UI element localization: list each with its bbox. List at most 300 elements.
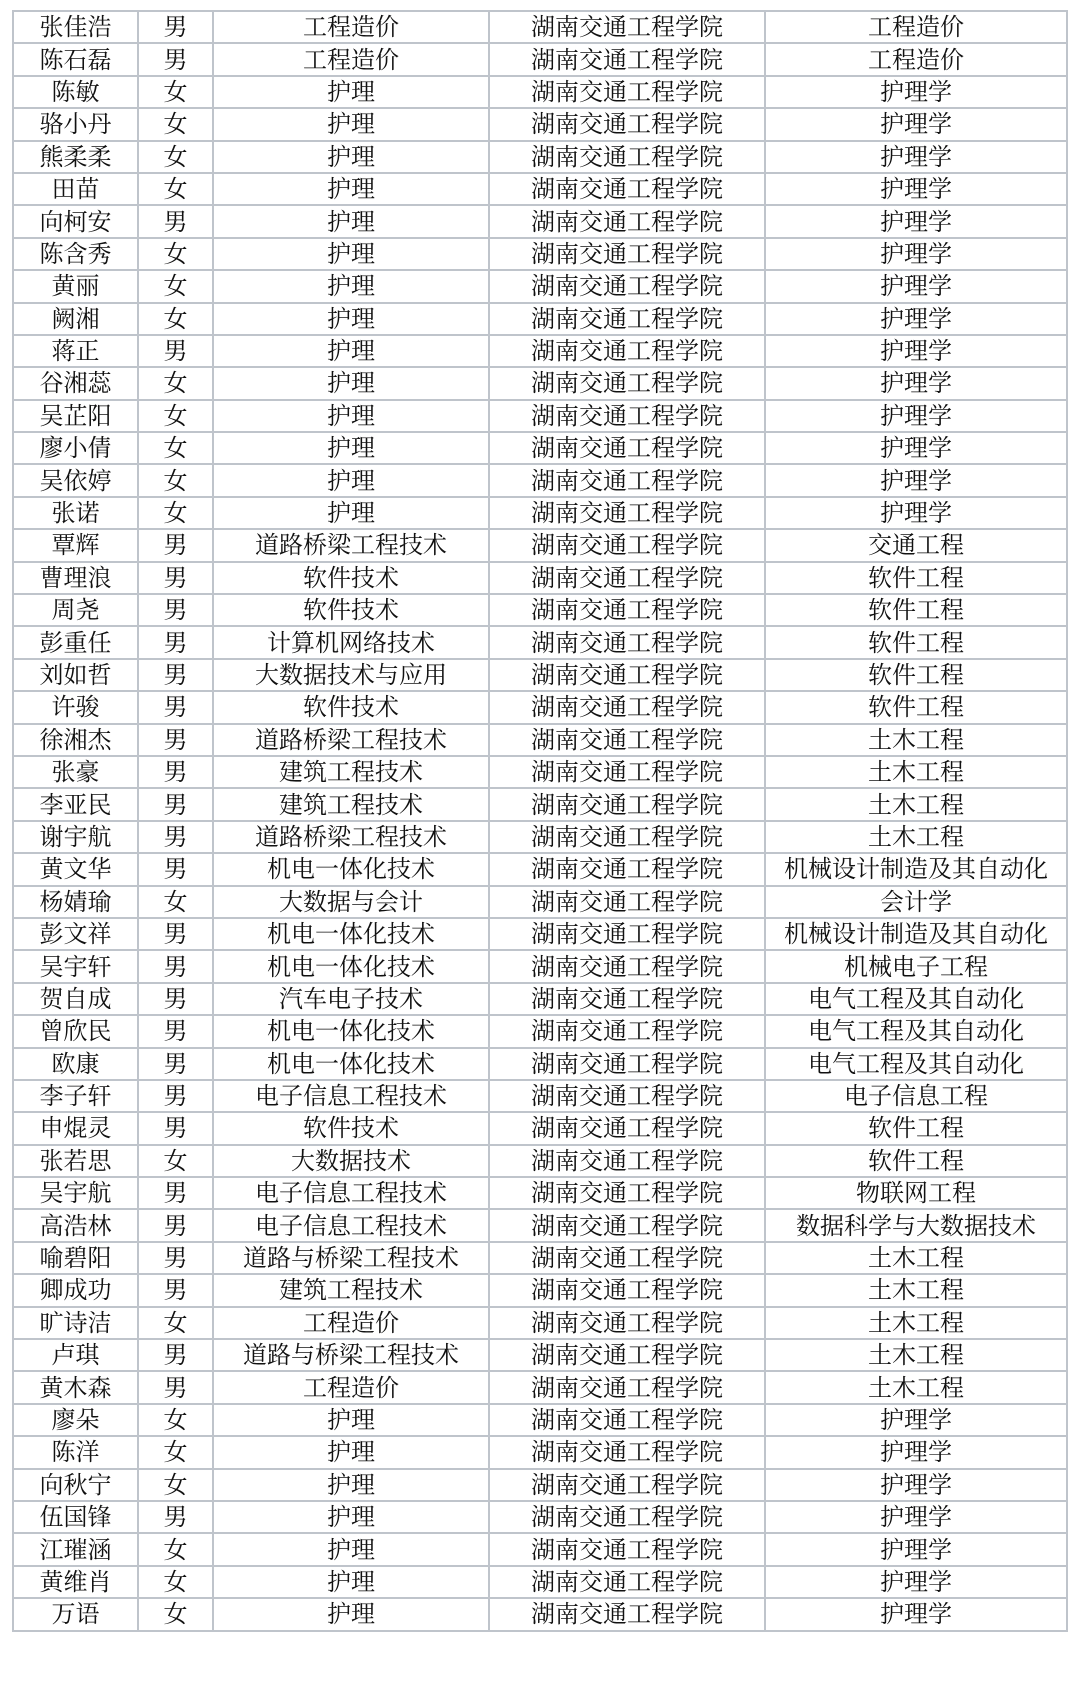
- student-name-cell: 万语: [13, 1598, 138, 1630]
- student-name-cell: 廖小倩: [13, 432, 138, 464]
- gender-cell: 男: [138, 43, 213, 75]
- target-major-cell: 护理学: [765, 464, 1067, 496]
- target-major-cell: 物联网工程: [765, 1177, 1067, 1209]
- table-row: [13, 108, 1067, 140]
- target-major-cell: 机械设计制造及其自动化: [765, 918, 1067, 950]
- target-major-cell: 会计学: [765, 886, 1067, 918]
- table-row: [13, 43, 1067, 75]
- current-major-cell: 护理: [213, 1404, 489, 1436]
- target-major-cell: 机械电子工程: [765, 950, 1067, 982]
- table-row: [13, 367, 1067, 399]
- school-cell: 湖南交通工程学院: [489, 983, 765, 1015]
- school-cell: 湖南交通工程学院: [489, 43, 765, 75]
- school-cell: 湖南交通工程学院: [489, 464, 765, 496]
- gender-cell: 女: [138, 432, 213, 464]
- current-major-cell: 软件技术: [213, 691, 489, 723]
- gender-cell: 女: [138, 238, 213, 270]
- table-row: [13, 1274, 1067, 1306]
- current-major-cell: 护理: [213, 1598, 489, 1630]
- table-row: [13, 529, 1067, 561]
- table-row: [13, 303, 1067, 335]
- table-row: [13, 691, 1067, 723]
- table-row: [13, 1015, 1067, 1047]
- current-major-cell: 大数据与会计: [213, 886, 489, 918]
- school-cell: 湖南交通工程学院: [489, 1566, 765, 1598]
- student-name-cell: 吴依婷: [13, 464, 138, 496]
- school-cell: 湖南交通工程学院: [489, 1404, 765, 1436]
- current-major-cell: 道路桥梁工程技术: [213, 529, 489, 561]
- gender-cell: 男: [138, 1501, 213, 1533]
- gender-cell: 女: [138, 497, 213, 529]
- student-name-cell: 廖朵: [13, 1404, 138, 1436]
- target-major-cell: 软件工程: [765, 691, 1067, 723]
- gender-cell: 男: [138, 1274, 213, 1306]
- target-major-cell: 软件工程: [765, 626, 1067, 658]
- gender-cell: 男: [138, 724, 213, 756]
- student-name-cell: 吴宇航: [13, 1177, 138, 1209]
- target-major-cell: 电气工程及其自动化: [765, 1015, 1067, 1047]
- current-major-cell: 护理: [213, 432, 489, 464]
- table-row: [13, 756, 1067, 788]
- current-major-cell: 护理: [213, 108, 489, 140]
- gender-cell: 女: [138, 400, 213, 432]
- target-major-cell: 护理学: [765, 1436, 1067, 1468]
- current-major-cell: 电子信息工程技术: [213, 1177, 489, 1209]
- gender-cell: 女: [138, 270, 213, 302]
- student-name-cell: 蒋正: [13, 335, 138, 367]
- target-major-cell: 软件工程: [765, 594, 1067, 626]
- school-cell: 湖南交通工程学院: [489, 1469, 765, 1501]
- school-cell: 湖南交通工程学院: [489, 1015, 765, 1047]
- student-name-cell: 刘如哲: [13, 659, 138, 691]
- school-cell: 湖南交通工程学院: [489, 1274, 765, 1306]
- gender-cell: 男: [138, 335, 213, 367]
- school-cell: 湖南交通工程学院: [489, 788, 765, 820]
- student-name-cell: 熊柔柔: [13, 141, 138, 173]
- current-major-cell: 道路与桥梁工程技术: [213, 1339, 489, 1371]
- gender-cell: 男: [138, 11, 213, 43]
- school-cell: 湖南交通工程学院: [489, 594, 765, 626]
- gender-cell: 男: [138, 853, 213, 885]
- table-row: [13, 626, 1067, 658]
- gender-cell: 女: [138, 1404, 213, 1436]
- student-name-cell: 申焜灵: [13, 1112, 138, 1144]
- target-major-cell: 护理学: [765, 141, 1067, 173]
- current-major-cell: 大数据技术: [213, 1145, 489, 1177]
- current-major-cell: 道路桥梁工程技术: [213, 821, 489, 853]
- table-row: [13, 141, 1067, 173]
- gender-cell: 女: [138, 1598, 213, 1630]
- school-cell: 湖南交通工程学院: [489, 626, 765, 658]
- student-name-cell: 向柯安: [13, 205, 138, 237]
- student-name-cell: 阙湘: [13, 303, 138, 335]
- student-name-cell: 喻碧阳: [13, 1242, 138, 1274]
- current-major-cell: 护理: [213, 173, 489, 205]
- gender-cell: 男: [138, 529, 213, 561]
- student-name-cell: 贺自成: [13, 983, 138, 1015]
- table-row: [13, 205, 1067, 237]
- table-row: [13, 11, 1067, 43]
- target-major-cell: 护理学: [765, 205, 1067, 237]
- student-name-cell: 田苗: [13, 173, 138, 205]
- student-name-cell: 向秋宁: [13, 1469, 138, 1501]
- target-major-cell: 土木工程: [765, 821, 1067, 853]
- current-major-cell: 汽车电子技术: [213, 983, 489, 1015]
- current-major-cell: 软件技术: [213, 1112, 489, 1144]
- gender-cell: 女: [138, 1307, 213, 1339]
- target-major-cell: 护理学: [765, 270, 1067, 302]
- student-name-cell: 张若思: [13, 1145, 138, 1177]
- target-major-cell: 土木工程: [765, 724, 1067, 756]
- target-major-cell: 电气工程及其自动化: [765, 1048, 1067, 1080]
- gender-cell: 男: [138, 1080, 213, 1112]
- table-row: [13, 562, 1067, 594]
- target-major-cell: 护理学: [765, 1598, 1067, 1630]
- roster-table-body: [13, 11, 1067, 1631]
- school-cell: 湖南交通工程学院: [489, 432, 765, 464]
- target-major-cell: 软件工程: [765, 1145, 1067, 1177]
- student-name-cell: 许骏: [13, 691, 138, 723]
- school-cell: 湖南交通工程学院: [489, 303, 765, 335]
- target-major-cell: 机械设计制造及其自动化: [765, 853, 1067, 885]
- current-major-cell: 软件技术: [213, 562, 489, 594]
- target-major-cell: 电气工程及其自动化: [765, 983, 1067, 1015]
- target-major-cell: 护理学: [765, 367, 1067, 399]
- target-major-cell: 护理学: [765, 1469, 1067, 1501]
- student-name-cell: 曹理浪: [13, 562, 138, 594]
- gender-cell: 女: [138, 141, 213, 173]
- gender-cell: 男: [138, 918, 213, 950]
- table-row: [13, 270, 1067, 302]
- target-major-cell: 软件工程: [765, 659, 1067, 691]
- gender-cell: 男: [138, 1371, 213, 1403]
- student-name-cell: 彭重任: [13, 626, 138, 658]
- student-name-cell: 彭文祥: [13, 918, 138, 950]
- school-cell: 湖南交通工程学院: [489, 1533, 765, 1565]
- student-name-cell: 吴芷阳: [13, 400, 138, 432]
- school-cell: 湖南交通工程学院: [489, 1080, 765, 1112]
- current-major-cell: 大数据技术与应用: [213, 659, 489, 691]
- current-major-cell: 工程造价: [213, 1307, 489, 1339]
- target-major-cell: 护理学: [765, 76, 1067, 108]
- current-major-cell: 护理: [213, 1469, 489, 1501]
- school-cell: 湖南交通工程学院: [489, 335, 765, 367]
- gender-cell: 女: [138, 108, 213, 140]
- school-cell: 湖南交通工程学院: [489, 400, 765, 432]
- gender-cell: 男: [138, 626, 213, 658]
- gender-cell: 男: [138, 983, 213, 1015]
- current-major-cell: 建筑工程技术: [213, 756, 489, 788]
- student-name-cell: 张豪: [13, 756, 138, 788]
- target-major-cell: 软件工程: [765, 1112, 1067, 1144]
- student-name-cell: 谢宇航: [13, 821, 138, 853]
- school-cell: 湖南交通工程学院: [489, 173, 765, 205]
- target-major-cell: 护理学: [765, 1566, 1067, 1598]
- current-major-cell: 护理: [213, 1566, 489, 1598]
- current-major-cell: 护理: [213, 238, 489, 270]
- table-row: [13, 1598, 1067, 1630]
- gender-cell: 女: [138, 1436, 213, 1468]
- student-name-cell: 黄文华: [13, 853, 138, 885]
- student-name-cell: 伍国锋: [13, 1501, 138, 1533]
- table-row: [13, 1145, 1067, 1177]
- student-name-cell: 高浩林: [13, 1209, 138, 1241]
- current-major-cell: 护理: [213, 400, 489, 432]
- target-major-cell: 土木工程: [765, 756, 1067, 788]
- table-row: [13, 788, 1067, 820]
- current-major-cell: 护理: [213, 1533, 489, 1565]
- current-major-cell: 护理: [213, 367, 489, 399]
- current-major-cell: 护理: [213, 497, 489, 529]
- current-major-cell: 机电一体化技术: [213, 1015, 489, 1047]
- table-row: [13, 173, 1067, 205]
- table-row: [13, 1080, 1067, 1112]
- target-major-cell: 电子信息工程: [765, 1080, 1067, 1112]
- table-row: [13, 1209, 1067, 1241]
- current-major-cell: 护理: [213, 303, 489, 335]
- table-row: [13, 1307, 1067, 1339]
- current-major-cell: 护理: [213, 1501, 489, 1533]
- table-row: [13, 400, 1067, 432]
- gender-cell: 女: [138, 367, 213, 399]
- table-row: [13, 1404, 1067, 1436]
- table-row: [13, 950, 1067, 982]
- current-major-cell: 道路桥梁工程技术: [213, 724, 489, 756]
- current-major-cell: 电子信息工程技术: [213, 1209, 489, 1241]
- current-major-cell: 工程造价: [213, 11, 489, 43]
- gender-cell: 女: [138, 464, 213, 496]
- gender-cell: 男: [138, 659, 213, 691]
- current-major-cell: 护理: [213, 1436, 489, 1468]
- school-cell: 湖南交通工程学院: [489, 108, 765, 140]
- student-name-cell: 覃辉: [13, 529, 138, 561]
- roster-table: [12, 10, 1068, 1632]
- school-cell: 湖南交通工程学院: [489, 886, 765, 918]
- current-major-cell: 护理: [213, 270, 489, 302]
- gender-cell: 男: [138, 691, 213, 723]
- table-row: [13, 853, 1067, 885]
- school-cell: 湖南交通工程学院: [489, 1209, 765, 1241]
- school-cell: 湖南交通工程学院: [489, 756, 765, 788]
- student-name-cell: 欧康: [13, 1048, 138, 1080]
- student-name-cell: 杨婧瑜: [13, 886, 138, 918]
- school-cell: 湖南交通工程学院: [489, 205, 765, 237]
- school-cell: 湖南交通工程学院: [489, 497, 765, 529]
- target-major-cell: 软件工程: [765, 562, 1067, 594]
- gender-cell: 女: [138, 76, 213, 108]
- school-cell: 湖南交通工程学院: [489, 691, 765, 723]
- table-row: [13, 238, 1067, 270]
- school-cell: 湖南交通工程学院: [489, 141, 765, 173]
- table-row: [13, 1371, 1067, 1403]
- table-row: [13, 724, 1067, 756]
- target-major-cell: 土木工程: [765, 1307, 1067, 1339]
- school-cell: 湖南交通工程学院: [489, 367, 765, 399]
- target-major-cell: 护理学: [765, 1533, 1067, 1565]
- target-major-cell: 土木工程: [765, 1242, 1067, 1274]
- student-name-cell: 陈洋: [13, 1436, 138, 1468]
- student-name-cell: 陈敏: [13, 76, 138, 108]
- school-cell: 湖南交通工程学院: [489, 76, 765, 108]
- current-major-cell: 护理: [213, 141, 489, 173]
- school-cell: 湖南交通工程学院: [489, 1371, 765, 1403]
- student-name-cell: 谷湘蕊: [13, 367, 138, 399]
- school-cell: 湖南交通工程学院: [489, 853, 765, 885]
- target-major-cell: 护理学: [765, 108, 1067, 140]
- school-cell: 湖南交通工程学院: [489, 529, 765, 561]
- table-row: [13, 1501, 1067, 1533]
- school-cell: 湖南交通工程学院: [489, 724, 765, 756]
- school-cell: 湖南交通工程学院: [489, 950, 765, 982]
- target-major-cell: 土木工程: [765, 1339, 1067, 1371]
- student-name-cell: 江璀涵: [13, 1533, 138, 1565]
- student-name-cell: 张佳浩: [13, 11, 138, 43]
- target-major-cell: 护理学: [765, 1404, 1067, 1436]
- gender-cell: 男: [138, 1209, 213, 1241]
- target-major-cell: 土木工程: [765, 1371, 1067, 1403]
- student-name-cell: 旷诗洁: [13, 1307, 138, 1339]
- gender-cell: 男: [138, 756, 213, 788]
- gender-cell: 男: [138, 1242, 213, 1274]
- student-name-cell: 黄维肖: [13, 1566, 138, 1598]
- gender-cell: 男: [138, 950, 213, 982]
- gender-cell: 男: [138, 788, 213, 820]
- student-name-cell: 李子轩: [13, 1080, 138, 1112]
- table-row: [13, 1242, 1067, 1274]
- student-name-cell: 曾欣民: [13, 1015, 138, 1047]
- current-major-cell: 电子信息工程技术: [213, 1080, 489, 1112]
- roster-sheet: [12, 10, 1066, 1632]
- gender-cell: 男: [138, 821, 213, 853]
- gender-cell: 女: [138, 303, 213, 335]
- school-cell: 湖南交通工程学院: [489, 821, 765, 853]
- school-cell: 湖南交通工程学院: [489, 1048, 765, 1080]
- table-row: [13, 1469, 1067, 1501]
- table-row: [13, 1566, 1067, 1598]
- gender-cell: 女: [138, 173, 213, 205]
- target-major-cell: 土木工程: [765, 1274, 1067, 1306]
- table-row: [13, 464, 1067, 496]
- table-row: [13, 659, 1067, 691]
- current-major-cell: 机电一体化技术: [213, 853, 489, 885]
- school-cell: 湖南交通工程学院: [489, 562, 765, 594]
- gender-cell: 男: [138, 1339, 213, 1371]
- table-row: [13, 1048, 1067, 1080]
- current-major-cell: 软件技术: [213, 594, 489, 626]
- school-cell: 湖南交通工程学院: [489, 1501, 765, 1533]
- student-name-cell: 黄木森: [13, 1371, 138, 1403]
- current-major-cell: 机电一体化技术: [213, 1048, 489, 1080]
- table-row: [13, 1436, 1067, 1468]
- current-major-cell: 机电一体化技术: [213, 950, 489, 982]
- student-name-cell: 陈石磊: [13, 43, 138, 75]
- current-major-cell: 护理: [213, 205, 489, 237]
- school-cell: 湖南交通工程学院: [489, 1307, 765, 1339]
- gender-cell: 男: [138, 1015, 213, 1047]
- school-cell: 湖南交通工程学院: [489, 1598, 765, 1630]
- student-name-cell: 李亚民: [13, 788, 138, 820]
- student-name-cell: 卿成功: [13, 1274, 138, 1306]
- school-cell: 湖南交通工程学院: [489, 1112, 765, 1144]
- current-major-cell: 道路与桥梁工程技术: [213, 1242, 489, 1274]
- table-row: [13, 432, 1067, 464]
- table-row: [13, 1177, 1067, 1209]
- gender-cell: 女: [138, 1566, 213, 1598]
- target-major-cell: 土木工程: [765, 788, 1067, 820]
- school-cell: 湖南交通工程学院: [489, 659, 765, 691]
- gender-cell: 男: [138, 1177, 213, 1209]
- gender-cell: 男: [138, 594, 213, 626]
- school-cell: 湖南交通工程学院: [489, 1242, 765, 1274]
- gender-cell: 男: [138, 205, 213, 237]
- current-major-cell: 计算机网络技术: [213, 626, 489, 658]
- student-name-cell: 卢琪: [13, 1339, 138, 1371]
- gender-cell: 男: [138, 1048, 213, 1080]
- school-cell: 湖南交通工程学院: [489, 1339, 765, 1371]
- table-row: [13, 918, 1067, 950]
- gender-cell: 男: [138, 1112, 213, 1144]
- school-cell: 湖南交通工程学院: [489, 1177, 765, 1209]
- target-major-cell: 护理学: [765, 173, 1067, 205]
- gender-cell: 女: [138, 1533, 213, 1565]
- current-major-cell: 护理: [213, 335, 489, 367]
- current-major-cell: 建筑工程技术: [213, 1274, 489, 1306]
- table-row: [13, 1533, 1067, 1565]
- target-major-cell: 数据科学与大数据技术: [765, 1209, 1067, 1241]
- student-name-cell: 周尧: [13, 594, 138, 626]
- current-major-cell: 工程造价: [213, 1371, 489, 1403]
- gender-cell: 男: [138, 562, 213, 594]
- student-name-cell: 徐湘杰: [13, 724, 138, 756]
- table-row: [13, 335, 1067, 367]
- table-row: [13, 983, 1067, 1015]
- student-name-cell: 陈含秀: [13, 238, 138, 270]
- target-major-cell: 护理学: [765, 335, 1067, 367]
- target-major-cell: 护理学: [765, 432, 1067, 464]
- current-major-cell: 建筑工程技术: [213, 788, 489, 820]
- student-name-cell: 张诺: [13, 497, 138, 529]
- target-major-cell: 工程造价: [765, 11, 1067, 43]
- school-cell: 湖南交通工程学院: [489, 1145, 765, 1177]
- school-cell: 湖南交通工程学院: [489, 1436, 765, 1468]
- target-major-cell: 护理学: [765, 303, 1067, 335]
- table-row: [13, 1339, 1067, 1371]
- gender-cell: 女: [138, 1145, 213, 1177]
- student-name-cell: 吴宇轩: [13, 950, 138, 982]
- target-major-cell: 护理学: [765, 238, 1067, 270]
- target-major-cell: 护理学: [765, 400, 1067, 432]
- current-major-cell: 护理: [213, 76, 489, 108]
- target-major-cell: 交通工程: [765, 529, 1067, 561]
- current-major-cell: 工程造价: [213, 43, 489, 75]
- current-major-cell: 护理: [213, 464, 489, 496]
- student-name-cell: 黄丽: [13, 270, 138, 302]
- target-major-cell: 护理学: [765, 497, 1067, 529]
- school-cell: 湖南交通工程学院: [489, 270, 765, 302]
- table-row: [13, 594, 1067, 626]
- table-row: [13, 76, 1067, 108]
- target-major-cell: 工程造价: [765, 43, 1067, 75]
- table-row: [13, 886, 1067, 918]
- school-cell: 湖南交通工程学院: [489, 11, 765, 43]
- table-row: [13, 1112, 1067, 1144]
- gender-cell: 女: [138, 886, 213, 918]
- student-name-cell: 骆小丹: [13, 108, 138, 140]
- school-cell: 湖南交通工程学院: [489, 918, 765, 950]
- table-row: [13, 821, 1067, 853]
- gender-cell: 女: [138, 1469, 213, 1501]
- school-cell: 湖南交通工程学院: [489, 238, 765, 270]
